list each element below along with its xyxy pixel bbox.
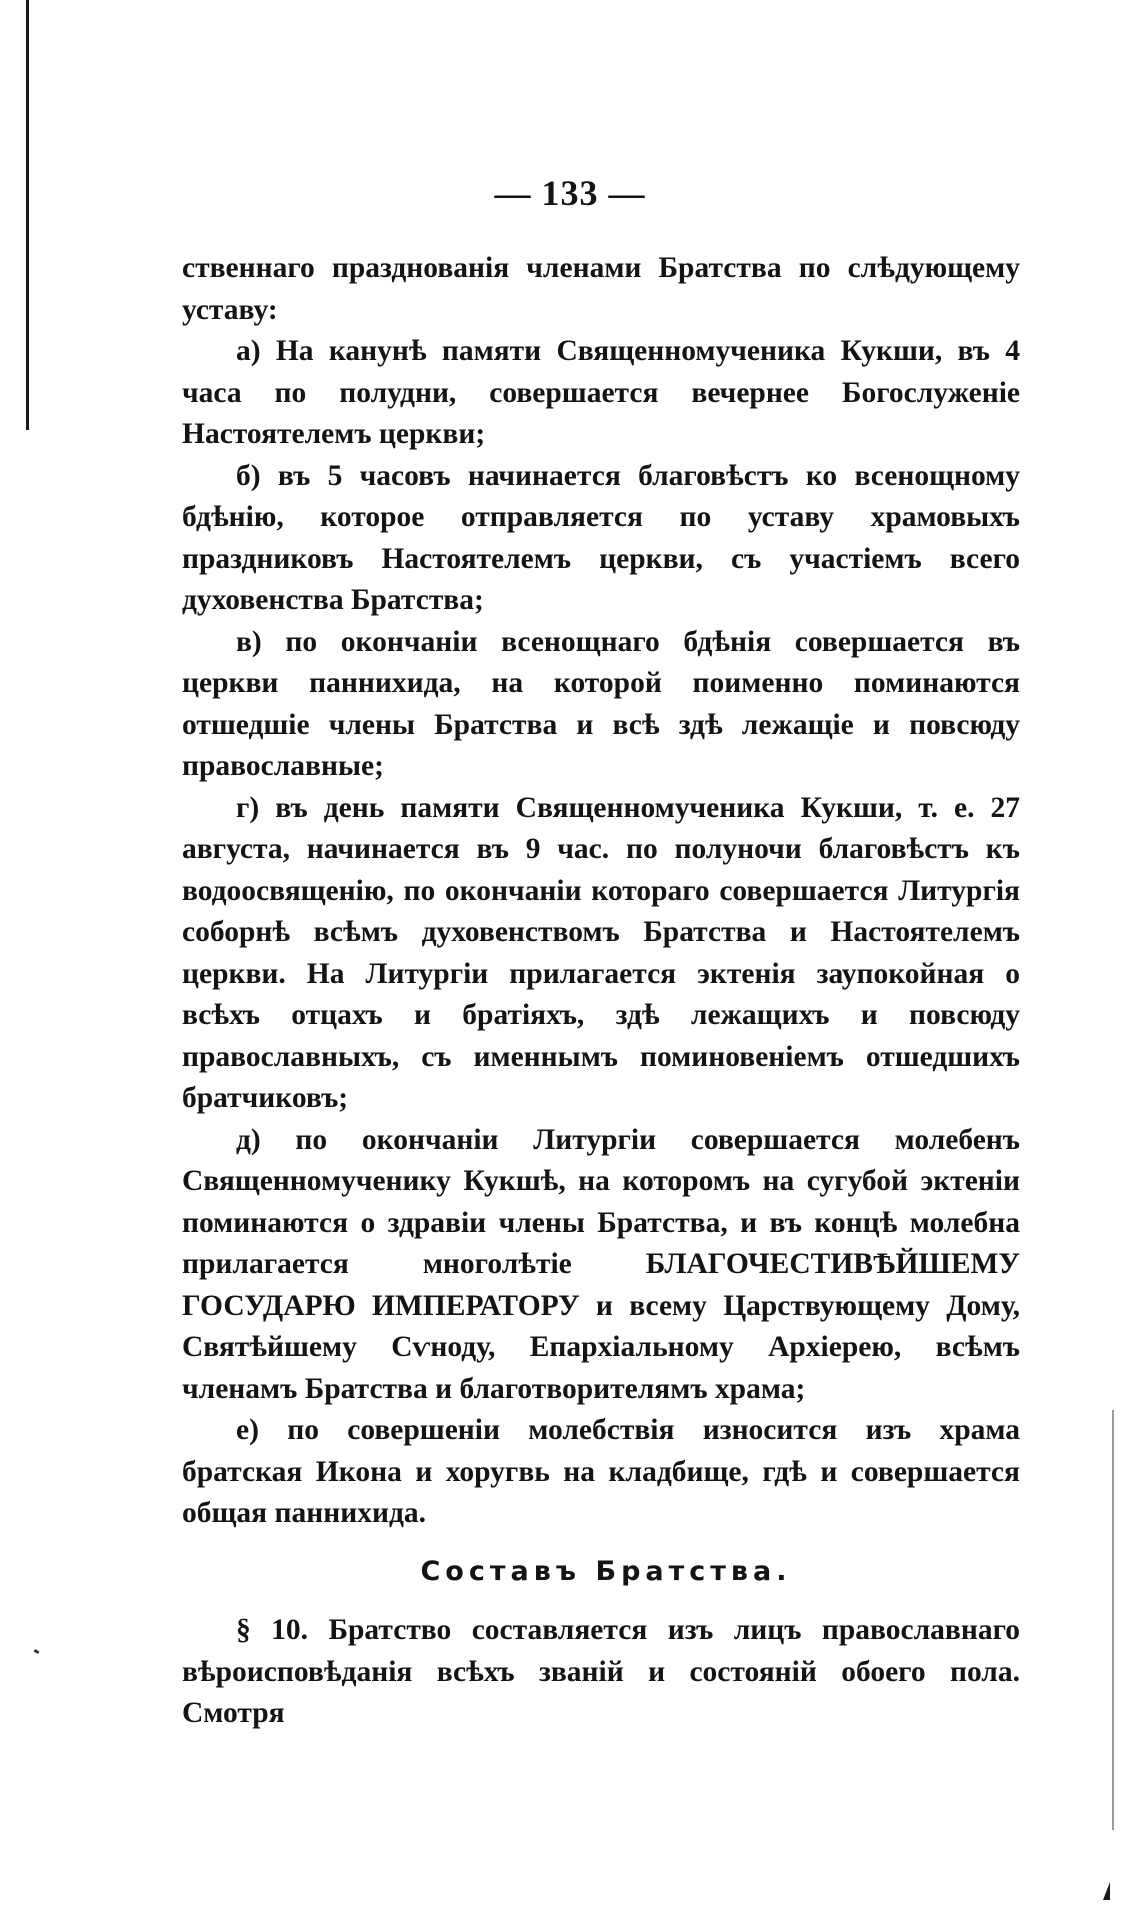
page-number: — 133 — xyxy=(494,173,646,213)
paragraph-item-d: д) по окончаніи Литургіи совершается молебенъ Священномученику Кукшѣ, на которомъ на сугубой эктеніи поминаются о здравіи члены Братства, и въ концѣ молебна прилагается многолѣтіе БЛАГОЧЕСТИВѢЙШЕМУ ГОСУДАРЮ ИМПЕРАТОРУ и всему Царствующему Дому, Святѣйшему Сѵноду, Епархіальному Архіерею, всѣмъ членамъ Братства и благотворителямъ храма; xyxy=(182,1123,1020,1405)
paragraph-section-10: § 10. Братство составляется изъ лицъ православнаго вѣроисповѣданія всѣхъ званій и состояній обоего пола. Смотря xyxy=(182,1614,1020,1729)
paragraph-item-g: г) въ день памяти Священномученика Кукши, т. е. 27 августа, начинается въ 9 час. по полуночи благовѣстъ къ водоосвященію, по окончаніи котораго совершается Литургія соборнѣ всѣмъ духовенствомъ Братства и Настоятелемъ церкви. На Литургіи прилагается эктенія заупокойная о всѣхъ отцахъ и братіяхъ, здѣ лежащихъ и повсюду православныхъ, съ именнымъ поминовеніемъ отшедшихъ братчиковъ; xyxy=(182,791,1020,1114)
body-text xyxy=(182,248,1020,1735)
section-heading: Составъ Братства. xyxy=(420,1555,792,1587)
paragraph-item-e: е) по совершеніи молебствія износится изъ храма братская Икона и хоругвь на кладбище, гдѣ и совершается общая паннихида. xyxy=(182,1414,1020,1529)
paragraph-intro: ственнаго празднованія членами Братства по слѣдующему уставу: xyxy=(182,252,1020,326)
scan-edge-line xyxy=(26,0,29,430)
paragraph-item-b: б) въ 5 часовъ начинается благовѣстъ ко всенощному бдѣнію, которое отправляется по уставу храмовыхъ праздниковъ Настоятелемъ церкви, съ участіемъ всего духовенства Братства; xyxy=(182,459,1020,616)
paragraph-item-a: а) На канунѣ памяти Священномученика Кукши, въ 4 часа по полудни, совершается вечернее Богослуженіе Настоятелемъ церкви; xyxy=(182,335,1020,450)
scan-speck xyxy=(34,1649,40,1654)
scan-corner-mark xyxy=(1103,1882,1110,1900)
scan-edge-line-right xyxy=(1112,1410,1114,1830)
paragraph-item-v: в) по окончаніи всенощнаго бдѣнія совершается въ церкви паннихида, на которой поименно поминаются отшедшіе члены Братства и всѣ здѣ лежащіе и повсюду православные; xyxy=(182,625,1020,782)
